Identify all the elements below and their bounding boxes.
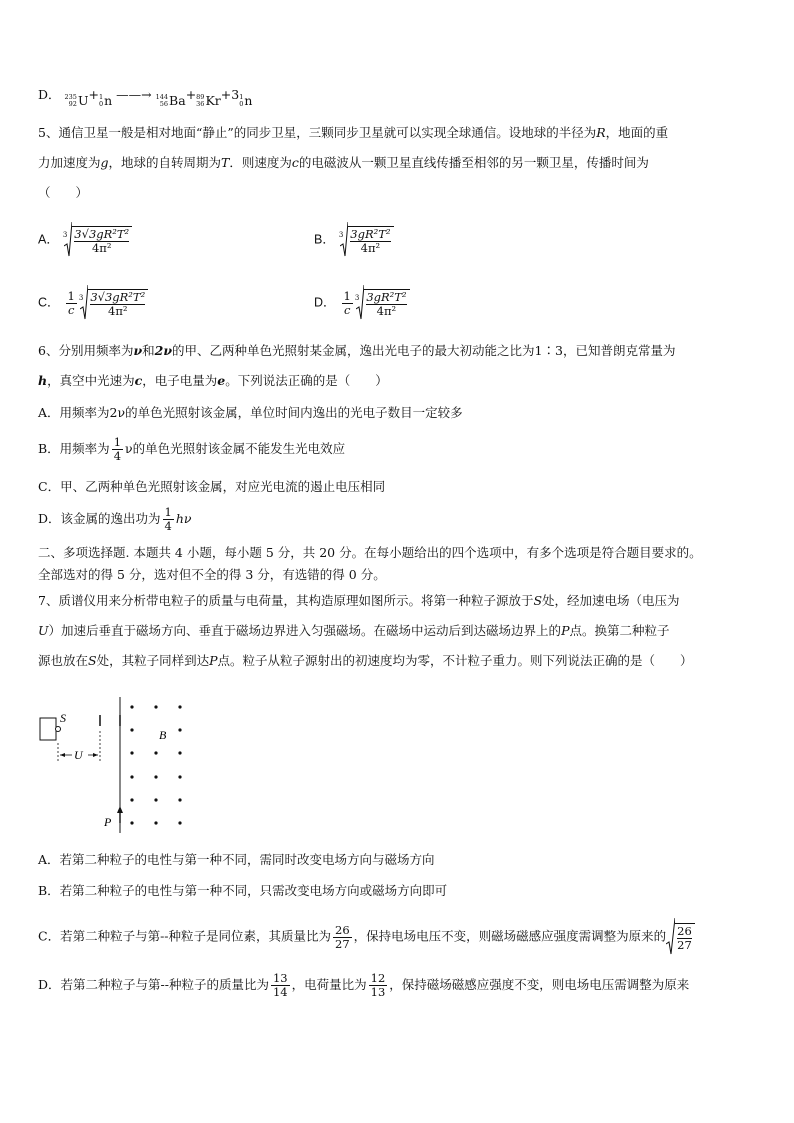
accelerating-plates: [100, 715, 120, 726]
exit-arrow: [117, 806, 123, 823]
q6-option-b[interactable]: B．用频率为 $\frac{1}{4}$ ν的单色光照射该金属不能发生光电效应: [38, 435, 346, 463]
q4-option-d: D． 235 92 U + 1 0 n ——→ 144 56 Ba + 89 36 Kr +3 1 0 n: [38, 87, 253, 108]
q7-option-b[interactable]: B．若第二种粒子的电性与第一种不同，只需改变电场方向或磁场方向即可: [38, 883, 448, 898]
q7-option-a[interactable]: A．若第二种粒子的电性与第一种不同，需同时改变电场方向与磁场方向: [38, 852, 435, 867]
q6-option-d[interactable]: D．该金属的逸出功为 $\frac{1}{4}$ hν: [38, 505, 192, 533]
q7-line1: 7、质谱仪用来分析带电粒子的质量与电荷量，其构造原理如图所示。将第一种粒子源放于S处，经加速电场（电压为: [38, 593, 680, 608]
q7-option-c[interactable]: C．若第二种粒子与第--种粒子是同位素，其质量比为 $\frac{26}{27}$ ，保持电场电压不变，则磁场磁感应强度需调整为原来的 26 27: [38, 918, 695, 956]
magnetic-field-dots: [130, 705, 181, 824]
q7-line3: 源也放在S处，其粒子同样到达P点。粒子从粒子源射出的初速度均为零，不计粒子重力。则下列说法正确的是（ ）: [38, 653, 693, 668]
q6-option-c[interactable]: C．甲、乙两种单色光照射该金属，对应光电流的遏止电压相同: [38, 479, 386, 494]
q6-line1: 6、分别用频率为ν和2ν的甲、乙两种单色光照射某金属，逸出光电子的最大初动能之比为1∶3，已知普朗克常量为: [38, 343, 676, 358]
field-label: B: [159, 728, 167, 742]
q5-line1: 5、通信卫星一般是相对地面“静止”的同步卫星，三颗同步卫星就可以实现全球通信。设地球的半径为R，地面的重: [38, 125, 669, 140]
mass-spectrometer-diagram: [34, 693, 204, 838]
q6-line2: h，真空中光速为c，电子电量为e。下列说法正确的是（ ）: [38, 373, 388, 388]
cube-root: 3 3gR²T² 4π²: [355, 285, 410, 321]
section-2-instructions-line1: 二、多项选择题. 本题共 4 小题，每小题 5 分，共 20 分。在每小题给出的四个选项中，有多个选项是符合题目要求的。: [38, 545, 702, 560]
voltage-label: U: [74, 748, 83, 762]
cube-root: 3 3√3gR²T² 4π²: [63, 222, 132, 258]
q7-option-d[interactable]: D．若第二种粒子与第--种粒子的质量比为 $\frac{13}{14}$ ，电荷量比为 $\frac{12}{13}$ ，保持磁场磁感应强度不变，则电场电压需调整为原来: [38, 971, 690, 999]
option-label: D．: [38, 87, 61, 102]
q5-option-a[interactable]: A． 3 3√3gR²T² 4π²: [38, 222, 132, 258]
barium-144: 144 56 Ba: [155, 93, 186, 108]
source-box: [40, 718, 61, 740]
neutron: 1 0 n: [239, 93, 253, 108]
q6-option-a[interactable]: A．用频率为2ν的单色光照射该金属，单位时间内逸出的光电子数目一定较多: [38, 405, 463, 420]
source-label: S: [60, 711, 66, 725]
cube-root: 3 3gR²T² 4π²: [339, 222, 394, 258]
q5-line2: 力加速度为g，地球的自转周期为T．则速度为c的电磁波从一颗卫星直线传播至相邻的另一颗卫星，传播时间为: [38, 155, 649, 170]
reaction-arrow: ——→: [116, 87, 152, 102]
square-root: 26 27: [666, 918, 695, 956]
q5-option-b[interactable]: B． 3 3gR²T² 4π²: [314, 222, 394, 258]
q5-option-c[interactable]: C． $\frac{1}{c}$ 3 3√3gR²T² 4π²: [38, 285, 148, 321]
q5-option-d[interactable]: D． $\frac{1}{c}$ 3 3gR²T² 4π²: [314, 285, 410, 321]
cube-root: 3 3√3gR²T² 4π²: [79, 285, 148, 321]
q5-answer-paren: （ ）: [38, 185, 89, 200]
q7-line2: U）加速后垂直于磁场方向、垂直于磁场边界进入匀强磁场。在磁场中运动后到达磁场边界上的P点。换第二种粒子: [38, 623, 670, 638]
krypton-89: 89 36 Kr: [196, 93, 221, 108]
point-p-label: P: [104, 815, 112, 829]
neutron: 1 0 n: [98, 93, 113, 108]
section-2-instructions-line2: 全部选对的得 5 分，选对但不全的得 3 分，有选错的得 0 分。: [38, 567, 386, 582]
uranium-235: 235 92 U: [64, 93, 89, 108]
